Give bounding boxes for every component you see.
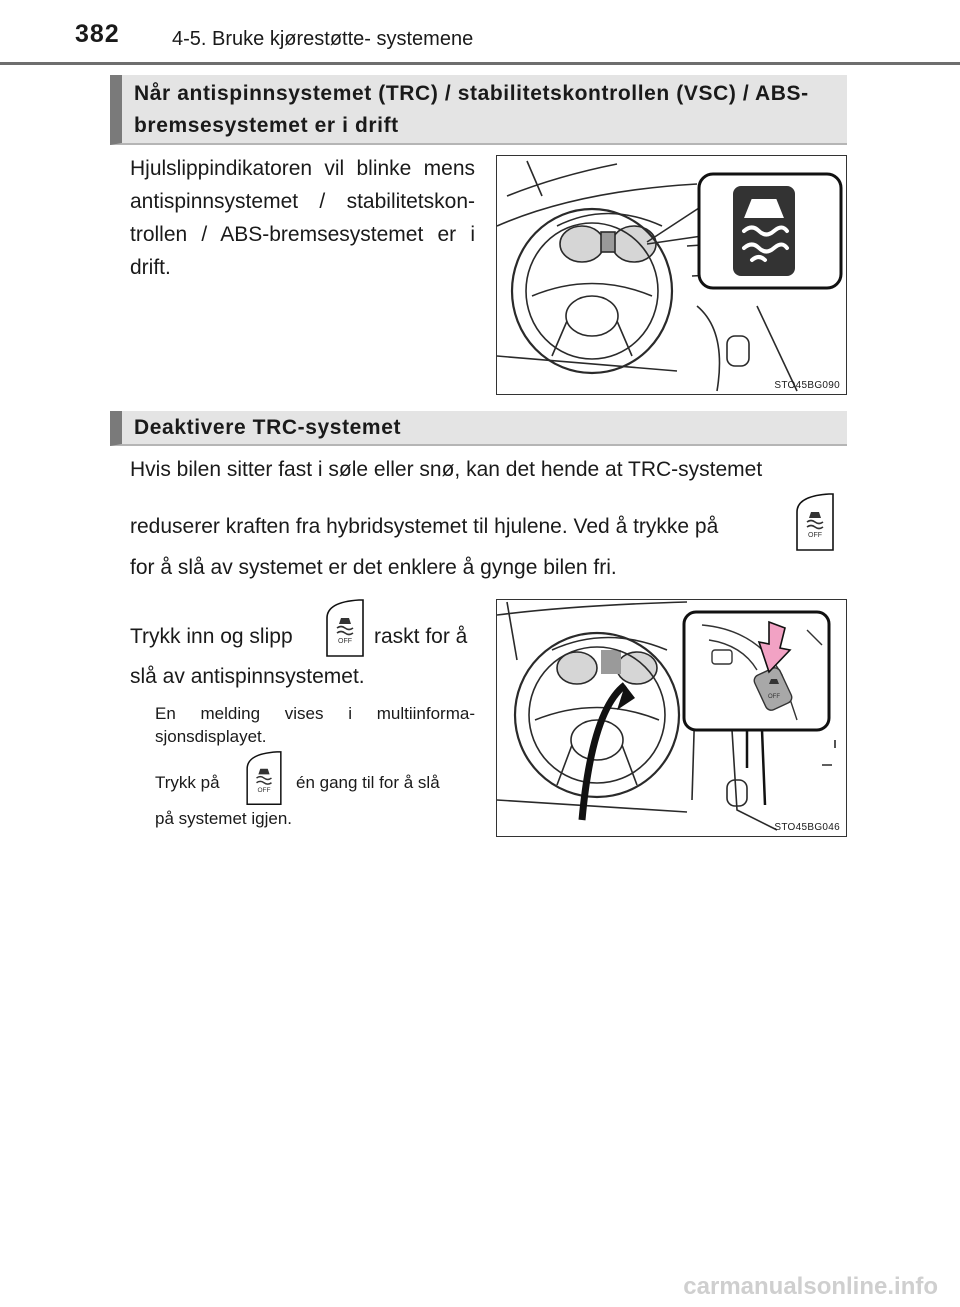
note2-part1: Trykk på [155,773,220,792]
trc-off-button-icon [323,598,367,660]
trc-off-button-icon [793,492,837,554]
button-off-label: OFF [808,532,822,539]
section-heading-trc-vsc-abs [110,75,847,145]
section-heading-line2: bremsesystemet er i drift [134,114,399,137]
slip-indicator-paragraph: Hjulslippindikatoren vil blinke mens antispinnsystemet / stabilitetskontrollen / ABS-bremsesystemet er i drift. [130,157,475,279]
figure-slip-indicator [496,155,847,395]
page-number: 382 [75,20,120,48]
chapter-title: 4-5. Bruke kjørestøtte- systemene [172,28,474,50]
intro-line-2: reduserer kraften fra hybridsystemet til hjulene. Ved å trykke på [130,515,719,538]
step-text-line2: slå av antispinnsystemet. [130,665,365,688]
figure-trc-off-switch [496,599,847,837]
figure-code: STO45BG090 [774,380,840,391]
header-rule [0,62,960,65]
switch-location-illustration-icon [497,600,847,837]
intro-line-1: Hvis bilen sitter fast i søle eller snø, kan det hende at TRC-systemet [130,458,763,481]
note2-part2: én gang til for å slå [296,773,440,792]
footer-watermark: carmanualsonline.info [683,1273,938,1300]
note2-line2: på systemet igjen. [155,809,293,828]
note-message-display: En melding vises i multiinformasjonsdisplayet. [155,704,475,746]
step-text-part2: raskt for å [374,625,468,648]
trc-off-button-icon [243,750,285,808]
button-off-label: OFF [338,638,352,645]
step-text-part1: Trykk inn og slipp [130,625,293,648]
button-off-label: OFF [257,787,271,795]
switch-off-label: OFF [768,694,780,700]
dashboard-illustration-icon [497,156,847,395]
intro-line-3: for å slå av systemet er det enklere å gynge bilen fri. [130,556,617,579]
section-heading-deactivate-trc [110,411,847,446]
figure-code: STO45BG046 [774,822,840,833]
section-heading-line1: Når antispinnsystemet (TRC) / stabilitetskontrollen (VSC) / ABS- [134,82,809,105]
section-heading-title: Deaktivere TRC-systemet [134,416,402,439]
